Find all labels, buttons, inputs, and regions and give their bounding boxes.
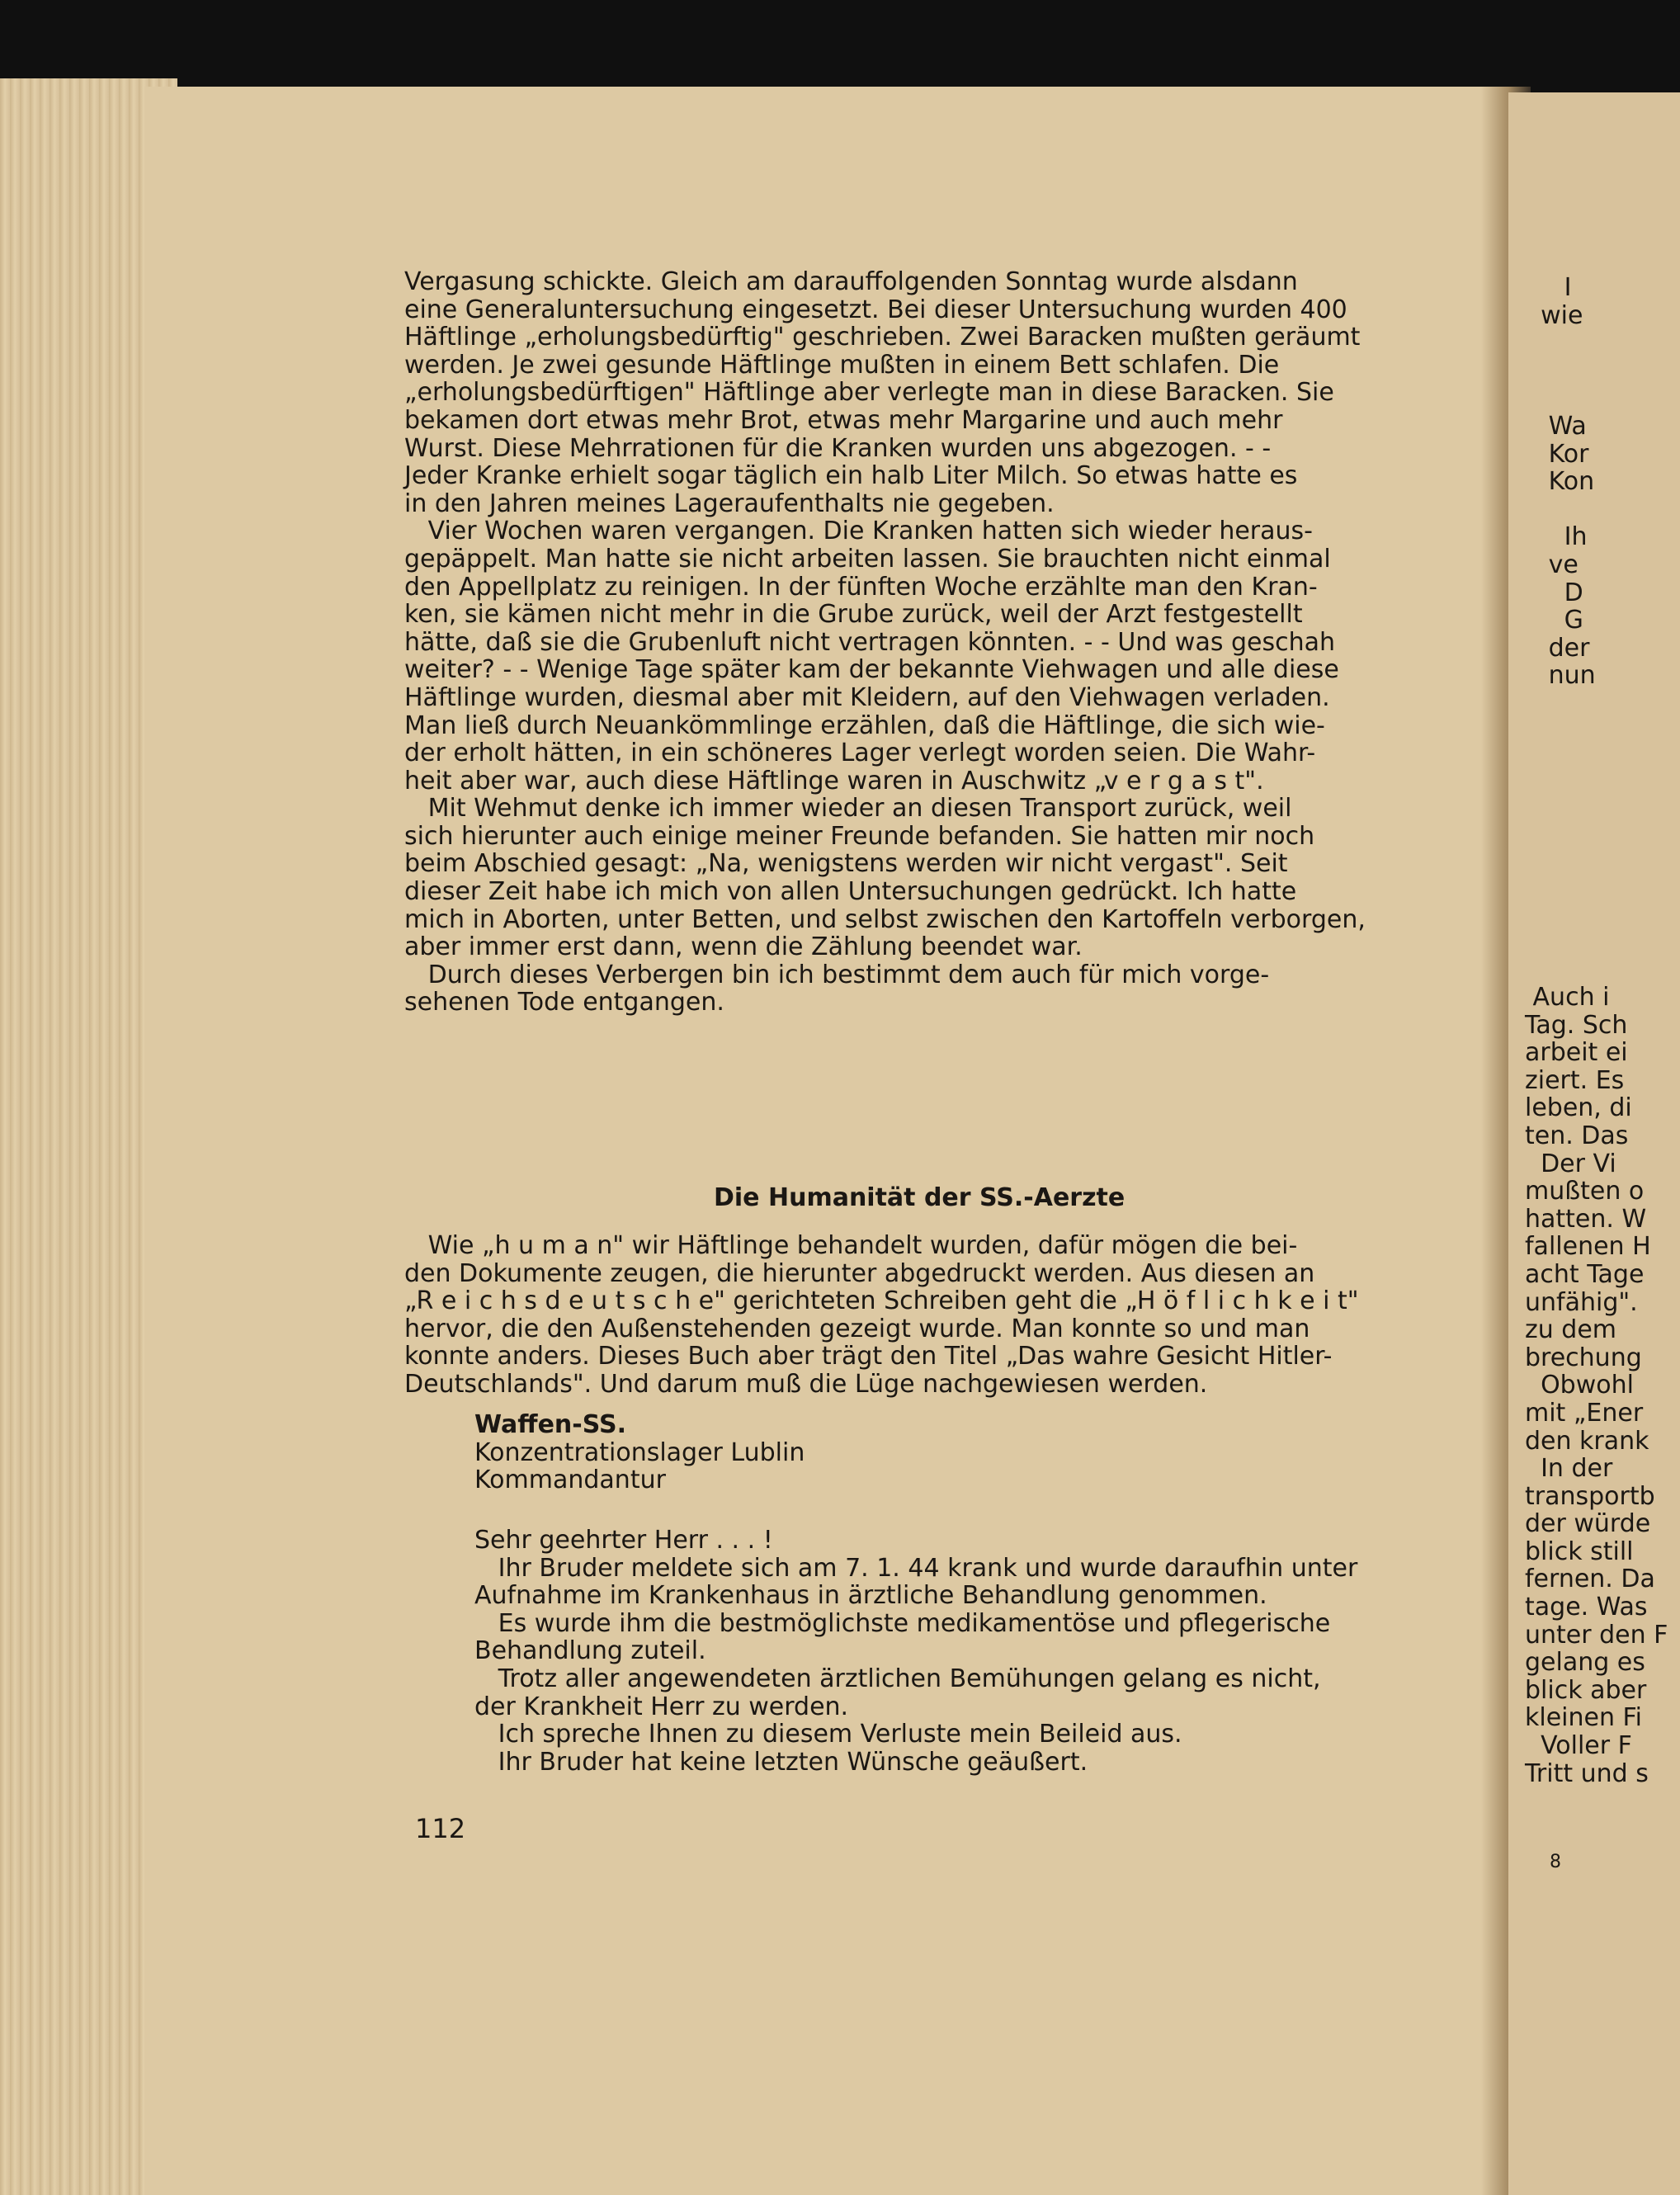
letter-header [474, 1411, 805, 1494]
intro-paragraph: Wie „h u m a n" wir Häftlinge behandelt wurden, dafür mögen die bei- den Dokumente zeugen, die hierunter abgedruckt werden. Aus diesen an „R e i c h s d e u t s c h e" gerichteten Schreiben geht die „H ö f l i c h k e i t" hervor, die den Außenstehenden gezeigt wurde. Man konnte so und man konnte anders. Dieses Buch aber trägt den Titel „Das wahre Gesicht Hitler- Deutschlands". Und darum muß die Lüge nachgewiesen werden. [404, 1231, 1359, 1399]
letter-body: Sehr geehrter Herr . . . ! Ihr Bruder meldete sich am 7. 1. 44 krank und wurde daraufhin unter Aufnahme im Krankenhaus in ärztliche Behandlung genommen. Es wurde ihm die bestmöglichste medikamentöse und pflegerische Behandlung zuteil. Trotz aller angewendeten ärztlichen Bemühungen gelang es nicht, der Krankheit Herr zu werden. Ich spreche Ihnen zu diesem Verluste mein Beileid aus. Ihr Bruder hat keine letzten Wünsche geäußert. [474, 1526, 1358, 1777]
right-page-top-fragment: I wie Wa Kor Kon Ih ve D G der nun [1541, 273, 1596, 691]
letter-sender: Waffen-SS. [474, 1410, 626, 1439]
right-page-number: 8 [1550, 1852, 1561, 1872]
left-page-number: 112 [415, 1813, 466, 1844]
right-page [1508, 92, 1680, 2195]
letter-office: Kommandantur [474, 1466, 666, 1495]
section-heading: Die Humanität der SS.-Aerzte [714, 1183, 1126, 1212]
body-text: Vergasung schickte. Gleich am darauffolgenden Sonntag wurde alsdann eine Generaluntersuchung eingesetzt. Bei dieser Untersuchung wurden 400 Häftlinge „erholungsbedürftig" geschrieben. Zwei Baracken mußten geräumt werden. Je zwei gesunde Häftlinge mußten in einem Bett schlafen. Die „erholungsbedürftigen" Häftlinge aber verlegte man in diese Baracken. Sie bekamen dort etwas mehr Brot, etwas mehr Margarine und auch mehr Wurst. Diese Mehrrationen für die Kranken wurden uns abgezogen. - - Jeder Kranke erhielt sogar täglich ein halb Liter Milch. So etwas hatte es in den Jahren meines Lageraufenthalts nie gegeben. Vier Wochen waren vergangen. Die Kranken hatten sich wieder heraus- gepäppelt. Man hatte sie nicht arbeiten lassen. Sie brauchten nicht einmal den Appellplatz zu reinigen. In der fünften Woche erzählte man den Kran- ken, sie kämen nicht mehr in die Grube zurück, weil der Arzt festgestellt hätte, daß sie die Grubenluft nicht vertragen könnten. - - Und was geschah weiter? - - Wenige Tage später kam der bekannte Viehwagen und alle diese Häftlinge wurden, diesmal aber mit Kleidern, auf den Viehwagen verladen. Man ließ durch Neuankömmlinge erzählen, daß die Häftlinge, die sich wie- der erholt hätten, in ein schöneres Lager verlegt worden seien. Die Wahr- heit aber war, auch diese Häftlinge waren in Auschwitz „v e r g a s t". Mit Wehmut denke ich immer wieder an diesen Transport zurück, weil sich hierunter auch einige meiner Freunde befanden. Sie hatten mir noch beim Abschied gesagt: „Na, wenigstens werden wir nicht vergast". Seit dieser Zeit habe ich mich von allen Untersuchungen gedrückt. Ich hatte mich in Aborten, unter Betten, und selbst zwischen den Kartoffeln verborgen, aber immer erst dann, wenn die Zählung beendet war. Durch dieses Verbergen bin ich bestimmt dem auch für mich vorge- sehenen Tode entgangen. [404, 267, 1366, 1017]
letter-camp: Konzentrationslager Lublin [474, 1437, 805, 1467]
right-page-bottom-fragment: Auch i Tag. Sch arbeit ei ziert. Es leben, di ten. Das Der Vi mußten o hatten. W fallenen H acht Tage unfähig". zu dem brechung Obwohl mit „Ener den krank In der transportb der würde blick still fernen. Da tage. Was unter den F gelang es blick aber kleinen Fi Voller F Tritt und s [1525, 983, 1668, 1788]
